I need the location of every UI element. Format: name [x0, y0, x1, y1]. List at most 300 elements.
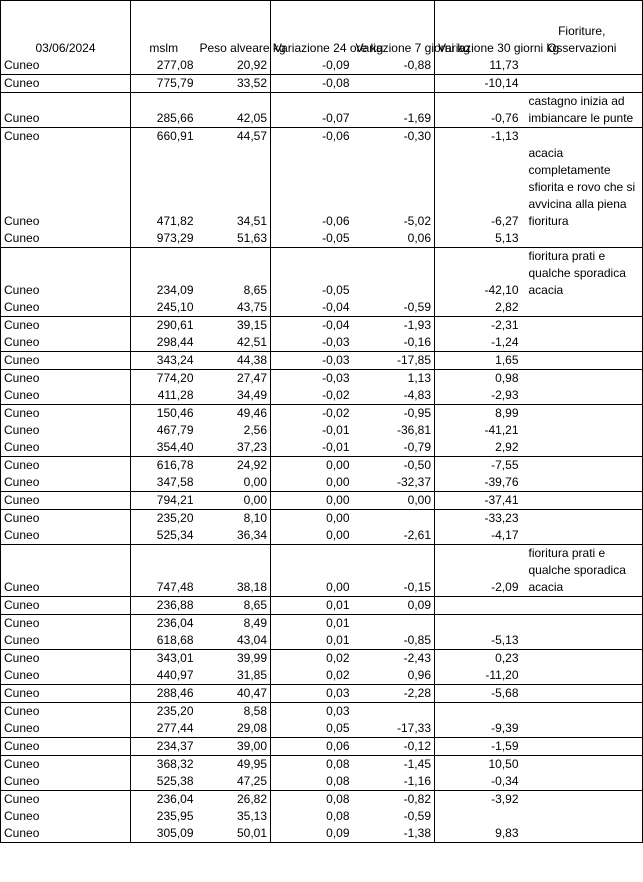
variation-30d-cell: -6,27: [491, 214, 519, 228]
table-row: [1, 422, 643, 439]
altitude-cell: 245,10: [156, 300, 194, 314]
header-mslm: mslm: [149, 41, 179, 55]
notes-cell: [522, 527, 643, 545]
variation-24h-cell: -0,02: [322, 388, 350, 402]
weight-cell: 34,49: [197, 387, 271, 405]
variation-30d-cell: -33,23: [484, 511, 519, 525]
location-cell: Cuneo: [1, 492, 131, 510]
variation-30d-cell: 2,92: [495, 440, 519, 454]
location-cell: Cuneo: [1, 317, 131, 335]
row-group: [1, 405, 643, 457]
table-row: [1, 317, 643, 335]
location-cell: Cuneo: [1, 405, 131, 423]
variation-24h-cell: 0,08: [326, 774, 350, 788]
altitude-cell: 236,04: [156, 616, 194, 630]
table-row: [1, 93, 643, 128]
row-group: [1, 756, 643, 791]
weight-cell: 0,00: [197, 474, 271, 492]
variation-30d-cell: -11,20: [485, 668, 519, 682]
notes-cell: [522, 685, 643, 703]
weight-cell: 42,05: [197, 93, 271, 128]
variation-7d-cell: -2,28: [353, 685, 435, 703]
variation-24h-cell: -0,08: [322, 76, 350, 90]
variation-7d-cell: -0,82: [353, 791, 435, 809]
weight-cell: 43,04: [197, 632, 271, 650]
table-row: [1, 632, 643, 650]
weight-cell: 44,38: [197, 352, 271, 370]
variation-24h-cell: 0,08: [326, 757, 350, 771]
variation-24h-cell: -0,09: [322, 58, 350, 72]
variation-7d-cell: -1,69: [353, 93, 435, 128]
row-group: [1, 492, 643, 510]
variation-24h-cell: 0,01: [326, 633, 350, 647]
observation-text: fioritura prati e qualche sporadica acacia: [528, 249, 626, 297]
location-cell: Cuneo: [1, 510, 131, 528]
variation-30d-cell: -0,76: [491, 111, 519, 125]
row-group: [1, 510, 643, 545]
location-cell: Cuneo: [1, 720, 131, 738]
table-row: [1, 57, 643, 75]
variation-30d-cell: 0,98: [495, 371, 519, 385]
location-cell: Cuneo: [1, 615, 131, 633]
variation-24h-cell: 0,00: [326, 528, 350, 542]
weight-cell: 36,34: [197, 527, 271, 545]
notes-cell: [522, 703, 643, 721]
variation-30d-cell: -41,21: [484, 423, 519, 437]
variation-7d-cell: -2,43: [353, 650, 435, 668]
location-cell: Cuneo: [1, 422, 131, 439]
table-row: [1, 145, 643, 230]
variation-24h-cell: 0,03: [326, 704, 350, 718]
location-cell: Cuneo: [1, 334, 131, 352]
altitude-cell: 525,38: [156, 774, 194, 788]
altitude-cell: 794,21: [156, 493, 194, 507]
weight-cell: 8,10: [197, 510, 271, 528]
table-row: [1, 808, 643, 825]
observation-text: castagno inizia ad imbiancare le punte: [528, 94, 634, 125]
variation-24h-cell: -0,07: [322, 111, 350, 125]
altitude-cell: 277,44: [156, 721, 194, 735]
variation-30d-cell: 1,65: [495, 353, 519, 367]
variation-30d-cell: -37,41: [484, 493, 519, 507]
altitude-cell: 150,46: [156, 406, 194, 420]
row-group: [1, 75, 643, 93]
weight-cell: 38,18: [197, 545, 271, 597]
table-row: [1, 615, 643, 633]
notes-cell: [522, 597, 643, 615]
header-var7: Variazione 7 giorni kg: [353, 1, 435, 58]
location-cell: Cuneo: [1, 685, 131, 703]
altitude-cell: 305,09: [156, 826, 194, 840]
variation-24h-cell: -0,01: [322, 423, 350, 437]
variation-24h-cell: -0,04: [322, 300, 350, 314]
header-var24: Variazione 24 ore kg: [274, 41, 384, 55]
notes-cell: [522, 128, 643, 146]
altitude-cell: 618,68: [156, 633, 194, 647]
variation-24h-cell: 0,00: [326, 580, 350, 594]
weight-cell: 37,23: [197, 439, 271, 457]
variation-30d-cell: -10,14: [484, 76, 519, 90]
location-cell: Cuneo: [1, 145, 131, 230]
variation-7d-cell: -17,33: [353, 720, 435, 738]
variation-7d-cell: -0,16: [353, 334, 435, 352]
altitude-cell: 234,09: [156, 283, 194, 297]
notes-cell: [522, 650, 643, 668]
variation-7d-cell: -0,50: [353, 457, 435, 475]
altitude-cell: 234,37: [156, 739, 194, 753]
table-row: [1, 650, 643, 668]
location-cell: Cuneo: [1, 230, 131, 248]
variation-24h-cell: -0,06: [322, 214, 350, 228]
variation-7d-cell: -0,59: [353, 299, 435, 317]
table-row: [1, 439, 643, 457]
location-cell: Cuneo: [1, 825, 131, 843]
variation-7d-cell: -0,59: [353, 808, 435, 825]
variation-30d-cell: -1,13: [491, 129, 519, 143]
altitude-cell: 774,20: [156, 371, 194, 385]
location-cell: Cuneo: [1, 756, 131, 774]
altitude-cell: 354,40: [156, 440, 194, 454]
notes-cell: [522, 405, 643, 423]
altitude-cell: 298,44: [156, 335, 194, 349]
variation-7d-cell: -0,88: [353, 57, 435, 75]
variation-7d-cell: -1,93: [353, 317, 435, 335]
location-cell: Cuneo: [1, 57, 131, 75]
row-group: [1, 738, 643, 756]
variation-30d-cell: [435, 808, 522, 825]
row-group: [1, 93, 643, 128]
weight-cell: 50,01: [197, 825, 271, 843]
variation-24h-cell: -0,03: [322, 335, 350, 349]
weight-cell: 44,57: [197, 128, 271, 146]
weight-cell: 0,00: [197, 492, 271, 510]
table-row: [1, 370, 643, 388]
variation-24h-cell: 0,03: [326, 686, 350, 700]
header-var30: Variazione 30 giorni kg: [438, 41, 560, 55]
table-row: [1, 667, 643, 685]
variation-7d-cell: 0,00: [353, 492, 435, 510]
table-row: [1, 545, 643, 597]
altitude-cell: 277,08: [156, 58, 194, 72]
variation-7d-cell: -17,85: [353, 352, 435, 370]
notes-cell: [522, 825, 643, 843]
variation-30d-cell: -5,68: [491, 686, 519, 700]
variation-30d-cell: -1,24: [491, 335, 519, 349]
row-group: [1, 545, 643, 597]
notes-cell: [522, 422, 643, 439]
variation-30d-cell: -42,10: [484, 283, 519, 297]
location-cell: Cuneo: [1, 703, 131, 721]
notes-cell: [522, 632, 643, 650]
weight-cell: 47,25: [197, 773, 271, 791]
variation-30d-cell: 8,99: [495, 406, 519, 420]
observation-text: fioritura prati e qualche sporadica acacia: [528, 546, 626, 594]
row-group: [1, 317, 643, 352]
notes-cell: [522, 667, 643, 685]
altitude-cell: 236,88: [156, 598, 194, 612]
variation-7d-cell: -1,16: [353, 773, 435, 791]
variation-30d-cell: -39,76: [484, 475, 519, 489]
location-cell: Cuneo: [1, 352, 131, 370]
variation-24h-cell: 0,00: [326, 493, 350, 507]
variation-30d-cell: -3,92: [491, 792, 519, 806]
notes-cell: [522, 738, 643, 756]
location-cell: Cuneo: [1, 597, 131, 615]
altitude-cell: 471,82: [156, 214, 194, 228]
variation-30d-cell: 11,73: [489, 58, 519, 72]
weight-cell: 8,58: [197, 703, 271, 721]
notes-cell: [522, 545, 643, 597]
notes-cell: [522, 615, 643, 633]
notes-cell: [522, 756, 643, 774]
table-row: [1, 685, 643, 703]
weight-cell: 51,63: [197, 230, 271, 248]
variation-24h-cell: 0,01: [326, 598, 350, 612]
variation-7d-cell: 0,96: [353, 667, 435, 685]
table-row: [1, 457, 643, 475]
variation-24h-cell: -0,05: [322, 231, 350, 245]
altitude-cell: 616,78: [156, 458, 194, 472]
variation-7d-cell: -4,83: [353, 387, 435, 405]
altitude-cell: 343,24: [156, 353, 194, 367]
notes-cell: [522, 474, 643, 492]
weight-cell: 2,56: [197, 422, 271, 439]
location-cell: Cuneo: [1, 457, 131, 475]
weight-cell: 49,46: [197, 405, 271, 423]
altitude-cell: 290,61: [156, 318, 194, 332]
weight-cell: 39,00: [197, 738, 271, 756]
table-row: [1, 75, 643, 93]
observation-text: acacia completamente sfiorita e rovo che si avvicina alla piena fioritura: [528, 146, 636, 228]
location-cell: Cuneo: [1, 632, 131, 650]
table-row: [1, 128, 643, 146]
notes-cell: [522, 370, 643, 388]
weight-cell: 43,75: [197, 299, 271, 317]
variation-30d-cell: -1,59: [491, 739, 519, 753]
altitude-cell: 235,20: [156, 704, 194, 718]
altitude-cell: 411,28: [157, 388, 194, 402]
table-row: [1, 720, 643, 738]
notes-cell: [522, 299, 643, 317]
location-cell: Cuneo: [1, 808, 131, 825]
variation-7d-cell: [353, 248, 435, 300]
variation-7d-cell: [353, 75, 435, 93]
notes-cell: [522, 387, 643, 405]
notes-cell: [522, 773, 643, 791]
variation-30d-cell: [435, 615, 522, 633]
table-row: [1, 773, 643, 791]
variation-7d-cell: -36,81: [353, 422, 435, 439]
variation-7d-cell: -0,12: [353, 738, 435, 756]
weight-cell: 31,85: [197, 667, 271, 685]
row-group: [1, 597, 643, 615]
table-row: [1, 248, 643, 300]
weight-cell: 8,65: [197, 597, 271, 615]
altitude-cell: 525,34: [156, 528, 194, 542]
notes-cell: [522, 334, 643, 352]
table-row: [1, 756, 643, 774]
variation-24h-cell: -0,04: [322, 318, 350, 332]
variation-24h-cell: 0,09: [326, 826, 350, 840]
altitude-cell: 747,48: [156, 580, 194, 594]
row-group: [1, 457, 643, 492]
row-group: [1, 352, 643, 370]
table-row: [1, 405, 643, 423]
variation-7d-cell: -0,30: [353, 128, 435, 146]
variation-7d-cell: -5,02: [353, 145, 435, 230]
altitude-cell: 660,91: [156, 129, 194, 143]
variation-24h-cell: 0,05: [326, 721, 350, 735]
weight-cell: 33,52: [197, 75, 271, 93]
weight-cell: 20,92: [197, 57, 271, 75]
location-cell: Cuneo: [1, 128, 131, 146]
notes-cell: [522, 93, 643, 128]
row-group: [1, 650, 643, 685]
weight-cell: 8,65: [197, 248, 271, 300]
variation-7d-cell: -0,79: [353, 439, 435, 457]
variation-7d-cell: 1,13: [353, 370, 435, 388]
location-cell: Cuneo: [1, 93, 131, 128]
altitude-cell: 368,32: [156, 757, 194, 771]
variation-24h-cell: -0,05: [322, 283, 350, 297]
notes-cell: [522, 791, 643, 809]
table-row: [1, 791, 643, 809]
row-group: [1, 248, 643, 317]
row-group: [1, 128, 643, 248]
location-cell: Cuneo: [1, 474, 131, 492]
variation-30d-cell: -2,31: [491, 318, 519, 332]
variation-30d-cell: -4,17: [491, 528, 519, 542]
altitude-cell: 236,04: [156, 792, 194, 806]
notes-cell: [522, 457, 643, 475]
notes-cell: [522, 75, 643, 93]
table-row: [1, 299, 643, 317]
notes-cell: [522, 230, 643, 248]
weight-cell: 39,99: [197, 650, 271, 668]
variation-24h-cell: 0,08: [326, 792, 350, 806]
altitude-cell: 973,29: [156, 231, 194, 245]
altitude-cell: 347,58: [156, 475, 194, 489]
weight-cell: 29,08: [197, 720, 271, 738]
header-note: Fioriture, Osservazioni: [522, 1, 643, 58]
row-group: [1, 370, 643, 405]
location-cell: Cuneo: [1, 527, 131, 545]
location-cell: Cuneo: [1, 545, 131, 597]
table-row: [1, 527, 643, 545]
location-cell: Cuneo: [1, 387, 131, 405]
table-row: [1, 230, 643, 248]
weight-cell: 8,49: [197, 615, 271, 633]
location-cell: Cuneo: [1, 248, 131, 300]
variation-30d-cell: -2,09: [491, 580, 519, 594]
altitude-cell: 467,79: [156, 423, 194, 437]
table-row: [1, 334, 643, 352]
variation-24h-cell: 0,06: [326, 739, 350, 753]
altitude-cell: 285,66: [156, 111, 194, 125]
altitude-cell: 288,46: [156, 686, 194, 700]
location-cell: Cuneo: [1, 773, 131, 791]
weight-cell: 49,95: [197, 756, 271, 774]
table-row: [1, 492, 643, 510]
variation-30d-cell: 2,82: [495, 300, 519, 314]
notes-cell: [522, 439, 643, 457]
notes-cell: [522, 248, 643, 300]
weight-cell: 40,47: [197, 685, 271, 703]
variation-30d-cell: 10,50: [488, 757, 519, 771]
location-cell: Cuneo: [1, 650, 131, 668]
variation-30d-cell: 5,13: [495, 231, 519, 245]
table-row: [1, 474, 643, 492]
header-date: 03/06/2024: [1, 1, 131, 58]
location-cell: Cuneo: [1, 738, 131, 756]
row-group: [1, 615, 643, 650]
variation-30d-cell: -2,93: [491, 388, 519, 402]
table-row: [1, 387, 643, 405]
variation-24h-cell: 0,01: [326, 616, 350, 630]
table-row: [1, 703, 643, 721]
variation-7d-cell: -0,15: [353, 545, 435, 597]
weight-cell: 39,15: [197, 317, 271, 335]
variation-7d-cell: -0,95: [353, 405, 435, 423]
variation-24h-cell: -0,01: [322, 440, 350, 454]
location-cell: Cuneo: [1, 75, 131, 93]
variation-24h-cell: 0,02: [326, 668, 350, 682]
header-peso: Peso alveare kg: [197, 1, 271, 58]
altitude-cell: 775,79: [156, 76, 194, 90]
variation-24h-cell: 0,00: [326, 511, 350, 525]
notes-cell: [522, 57, 643, 75]
notes-cell: [522, 317, 643, 335]
table-header: [1, 1, 643, 58]
variation-7d-cell: [353, 615, 435, 633]
location-cell: Cuneo: [1, 299, 131, 317]
table-row: [1, 352, 643, 370]
variation-24h-cell: 0,00: [326, 458, 350, 472]
notes-cell: [522, 808, 643, 825]
variation-7d-cell: -1,38: [353, 825, 435, 843]
altitude-cell: 440,97: [156, 668, 194, 682]
table-row: [1, 738, 643, 756]
row-group: [1, 703, 643, 738]
variation-30d-cell: -0,34: [491, 774, 519, 788]
table-row: [1, 510, 643, 528]
location-cell: Cuneo: [1, 439, 131, 457]
variation-24h-cell: -0,06: [322, 129, 350, 143]
location-cell: Cuneo: [1, 667, 131, 685]
location-cell: Cuneo: [1, 370, 131, 388]
location-cell: Cuneo: [1, 791, 131, 809]
notes-cell: [522, 145, 643, 230]
variation-7d-cell: 0,06: [353, 230, 435, 248]
variation-30d-cell: -9,39: [491, 721, 519, 735]
variation-24h-cell: 0,02: [326, 651, 350, 665]
variation-24h-cell: 0,08: [326, 809, 350, 823]
altitude-cell: 235,20: [156, 511, 194, 525]
table-row: [1, 825, 643, 843]
weight-cell: 34,51: [197, 145, 271, 230]
altitude-cell: 343,01: [156, 651, 194, 665]
variation-24h-cell: -0,03: [322, 353, 350, 367]
weight-cell: 35,13: [197, 808, 271, 825]
variation-24h-cell: -0,03: [322, 371, 350, 385]
variation-7d-cell: -0,85: [353, 632, 435, 650]
weight-cell: 27,47: [197, 370, 271, 388]
row-group: [1, 685, 643, 703]
variation-30d-cell: [435, 703, 522, 721]
variation-24h-cell: 0,00: [326, 475, 350, 489]
variation-7d-cell: [353, 703, 435, 721]
notes-cell: [522, 492, 643, 510]
